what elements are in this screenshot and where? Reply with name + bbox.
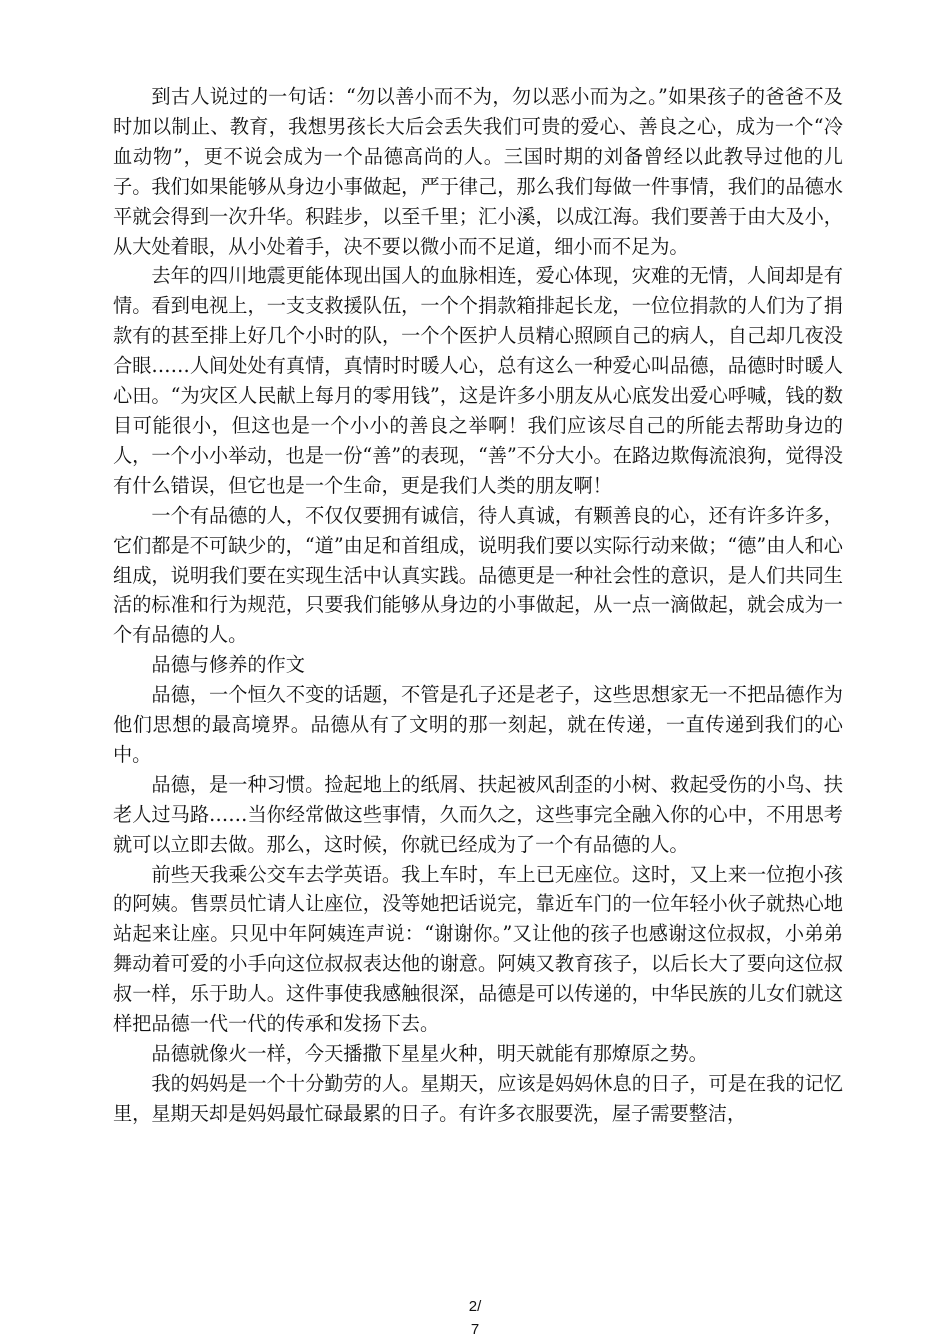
page-number (440, 1295, 510, 1341)
paragraph: 到古人说过的一句话：“勿以善小而不为，勿以恶小而为之。”如果孩子的爸爸不及时加以制止、教育，我想男孩长大后会丢失我们可贵的爱心、善良之心，成为一个“冷血动物”，更不说会成为一个品德高尚的人。三国时期的刘备曾经以此教导过他的儿子。我们如果能够从身边小事做起，严于律己，那么我们每做一件事情，我们的品德水平就会得到一次升华。积跬步，以至千里；汇小溪，以成江海。我们要善于由大及小，从大处着眼，从小处着手，决不要以微小而不足道，细小而不足为。 (113, 85, 843, 258)
paragraph: 一个有品德的人，不仅仅要拥有诚信，待人真诚，有颗善良的心，还有许多许多，它们都是不可缺少的，“道”由足和首组成，说明我们要以实际行动来做；“德”由人和心组成，说明我们要在实现生活中认真实践。品德更是一种社会性的意识，是人们共同生活的标准和行为规范，只要我们能够从身边的小事做起，从一点一滴做起，就会成为一个有品德的人。 (113, 503, 843, 647)
paragraph: 去年的四川地震更能体现出国人的血脉相连，爱心体现，灾难的无情，人间却是有情。看到电视上，一支支救援队伍，一个个捐款箱排起长龙，一位位捐款的人们为了捐款有的甚至排上好几个小时的队，一个个医护人员精心照顾自己的病人，自己却几夜没合眼……人间处处有真情，真情时时暖人心，总有这么一种爱心叫品德，品德时时暖人心田。“为灾区人民献上每月的零用钱”，这是许多小朋友从心底发出爱心呼喊，钱的数目可能很小，但这也是一个小小的善良之举啊！我们应该尽自己的所能去帮助身边的人，一个小小举动，也是一份“善”的表现，“善”不分大小。在路边欺侮流浪狗，觉得没有什么错误，但它也是一个生命，更是我们人类的朋友啊！ (113, 264, 843, 497)
paragraph: 品德，一个恒久不变的话题，不管是孔子还是老子，这些思想家无一不把品德作为他们思想的最高境界。品德从有了文明的那一刻起，就在传递，一直传递到我们的心中。 (113, 683, 843, 766)
document-body (113, 82, 843, 1129)
paragraph: 前些天我乘公交车去学英语。我上车时，车上已无座位。这时，又上来一位抱小孩的阿姨。售票员忙请人让座位，没等她把话说完，靠近车门的一位年轻小伙子就热心地站起来让座。只见中年阿姨连声说：“谢谢你。”又让他的孩子也感谢这位叔叔，小弟弟舞动着可爱的小手向这位叔叔表达他的谢意。阿姨又教育孩子，以后长大了要向这位叔叔一样，乐于助人。这件事使我感触很深，品德是可以传递的，中华民族的儿女们就这样把品德一代一代的传承和发扬下去。 (113, 862, 843, 1036)
section-heading: 品德与修养的作文 (151, 653, 305, 677)
page-number-current: 2/ (468, 1298, 482, 1315)
paragraph: 品德就像火一样，今天播撒下星星火种，明天就能有那燎原之势。 (151, 1042, 708, 1065)
paragraph: 品德，是一种习惯。捡起地上的纸屑、扶起被风刮歪的小树、救起受伤的小鸟、扶老人过马路……当你经常做这些事情，久而久之，这些事完全融入你的心中，不用思考就可以立即去做。那么，这时候，你就已经成为了一个有品德的人。 (113, 772, 843, 856)
paragraph: 我的妈妈是一个十分勤劳的人。星期天，应该是妈妈休息的日子，可是在我的记忆里，星期天却是妈妈最忙碌最累的日子。有许多衣服要洗，屋子需要整洁， (113, 1071, 843, 1125)
page-number-total: 7 (470, 1321, 480, 1338)
